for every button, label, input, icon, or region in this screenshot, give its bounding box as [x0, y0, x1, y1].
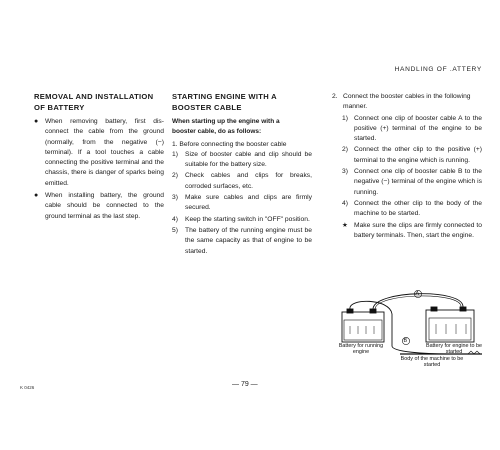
substep [172, 193, 312, 214]
left-battery-inner [344, 320, 382, 340]
right-terminal-neg [431, 307, 437, 311]
substep-text: Size of booster cable and clip should be suitable for the battery size. [185, 150, 312, 169]
substep-number: 4) [342, 199, 348, 207]
step-text: Connect the booster cables in the following manner. [343, 93, 471, 111]
substep [342, 167, 482, 198]
right-battery-box [426, 310, 474, 342]
right-battery-label: Battery for engine to be started [425, 343, 483, 356]
substep [172, 150, 312, 171]
list-item-text: When removing battery, first dis-connect the cable from the ground (normally, from the negative (−) terminal). If a tool touches a cable connecting the positive terminal and the chassis, there is danger of sparks being emitted. [45, 118, 164, 187]
substep-number: 4) [172, 215, 178, 223]
substep-number: 2) [342, 146, 348, 154]
lead-text [172, 117, 312, 138]
substep [172, 226, 312, 257]
substep-text: Check cables and clips for breaks, corroded surfaces, etc. [185, 172, 312, 190]
substep [172, 215, 312, 225]
section-connect-cables [332, 92, 482, 242]
section-heading [172, 92, 312, 113]
left-terminal-neg [347, 309, 353, 313]
substep-number: 2) [172, 172, 178, 180]
heading-line: REMOVAL AND INSTALLATION [34, 92, 154, 101]
substep-text: Keep the starting switch in "OFF" position. [185, 215, 310, 223]
left-battery-box [342, 312, 384, 342]
heading-line: BOOSTER CABLE [172, 102, 242, 112]
lead-line: booster cable, do as follows: [172, 128, 262, 136]
bullet-icon: ● [34, 118, 39, 125]
heading-line: STARTING ENGINE WITH A [172, 92, 277, 101]
bullet-list [34, 117, 164, 222]
left-battery-label: Battery for running engine [338, 343, 384, 356]
bullet-icon: ● [34, 192, 39, 200]
heading-line: OF BATTERY [34, 102, 85, 112]
cell-marks [436, 324, 466, 334]
substep-number: 1) [342, 114, 348, 122]
section-heading [34, 92, 164, 113]
substep-text: Connect one clip of booster cable B to the negative (−) terminal of the engine which is running. [354, 168, 482, 196]
star-icon: ★ [342, 221, 348, 229]
substep-note [342, 221, 482, 242]
substep-text: Connect one clip of booster cable A to the positive (+) terminal of the engine to be started. [354, 114, 482, 143]
step-2 [332, 92, 482, 113]
label-a: A [415, 291, 420, 297]
section-removal-installation [34, 92, 164, 224]
substep [342, 199, 482, 220]
step-number: 2. [332, 93, 338, 100]
list-item [34, 117, 164, 189]
label-b: B [403, 338, 408, 344]
running-head: HANDLING OF .ATTERY [394, 66, 482, 73]
step-1: 1. Before connecting the booster cable [172, 140, 287, 148]
document-code: K 0426 [20, 385, 35, 390]
substep-number: 5) [172, 226, 178, 234]
cell-marks [350, 326, 374, 334]
list-item [34, 191, 164, 222]
section-booster-cable [172, 92, 312, 258]
substep [172, 171, 312, 192]
left-terminal-pos [370, 309, 376, 313]
right-terminal-pos [460, 307, 466, 311]
substep-number: 3) [342, 168, 348, 176]
substep-number: 3) [172, 194, 178, 202]
body-label: Body of the machine to be started [400, 356, 464, 369]
substep-number: 1) [172, 150, 178, 158]
substep-text: Make sure cables and clips are firmly secured. [185, 194, 312, 212]
substep-text: Connect the other clip to the body of the machine to be started. [354, 199, 482, 218]
substep-text: Make sure the clips are firmly connected to battery terminals. Then, start the engine. [354, 221, 482, 239]
list-item-text: When installing battery, the ground cable should be connected to the ground terminal as the last step. [45, 192, 164, 220]
substep-text: The battery of the running engine must be the same capacity as that of engine to be started. [185, 226, 312, 255]
substep-list [332, 114, 482, 242]
substep [342, 114, 482, 145]
booster-cable-diagram [330, 284, 490, 374]
substep-text: Connect the other clip to the positive (+) terminal to the engine which is running. [354, 146, 482, 164]
right-battery-inner [429, 318, 471, 340]
substep [342, 145, 482, 166]
page-number: — 79 — [232, 381, 258, 388]
lead-line: When starting up the engine with a [172, 118, 280, 125]
